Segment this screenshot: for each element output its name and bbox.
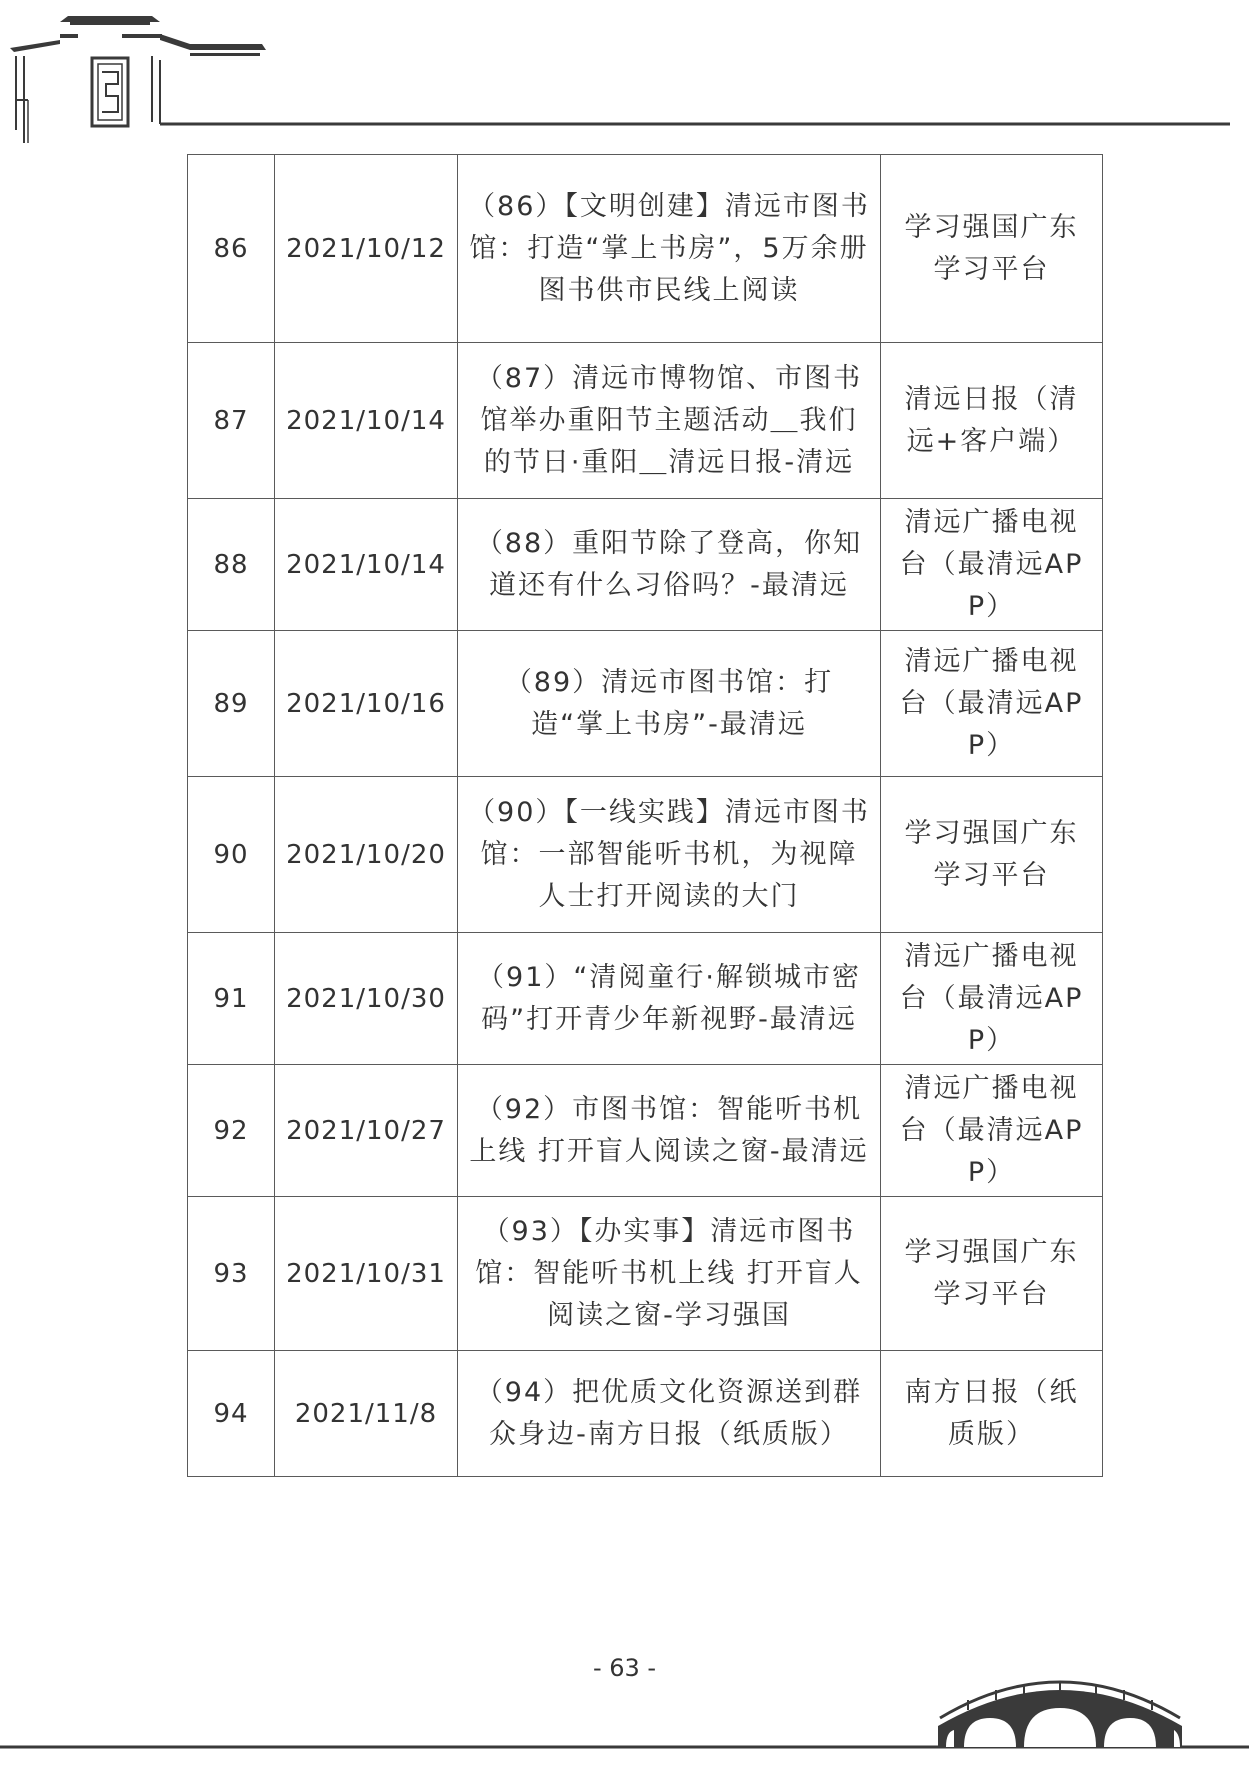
row-date: 2021/10/30 <box>275 933 458 1065</box>
table-row <box>188 1351 1103 1477</box>
row-date: 2021/10/14 <box>275 343 458 499</box>
row-title: （86）【文明创建】清远市图书馆：打造“掌上书房”，5万余册图书供市民线上阅读 <box>458 155 881 343</box>
row-source: 南方日报（纸质版） <box>881 1351 1103 1477</box>
row-title: （90）【一线实践】清远市图书馆：一部智能听书机，为视障人士打开阅读的大门 <box>458 777 881 933</box>
row-number: 86 <box>188 155 275 343</box>
row-number: 90 <box>188 777 275 933</box>
page-number: - 63 - <box>592 1654 657 1682</box>
row-number: 87 <box>188 343 275 499</box>
table-row <box>188 1197 1103 1351</box>
row-source: 清远广播电视台（最清远APP） <box>881 1065 1103 1197</box>
row-title: （92）市图书馆：智能听书机上线 打开盲人阅读之窗-最清远 <box>458 1065 881 1197</box>
row-source: 清远日报（清远+客户端） <box>881 343 1103 499</box>
row-source: 清远广播电视台（最清远APP） <box>881 933 1103 1065</box>
table-row <box>188 499 1103 631</box>
table-row <box>188 631 1103 777</box>
row-number: 93 <box>188 1197 275 1351</box>
row-title: （88）重阳节除了登高，你知道还有什么习俗吗？-最清远 <box>458 499 881 631</box>
row-date: 2021/10/31 <box>275 1197 458 1351</box>
row-source: 学习强国广东学习平台 <box>881 155 1103 343</box>
table-row <box>188 155 1103 343</box>
table-row <box>188 933 1103 1065</box>
row-number: 94 <box>188 1351 275 1477</box>
row-title: （93）【办实事】清远市图书馆：智能听书机上线 打开盲人阅读之窗-学习强国 <box>458 1197 881 1351</box>
row-source: 清远广播电视台（最清远APP） <box>881 631 1103 777</box>
header-eave-decoration <box>0 0 1249 160</box>
row-date: 2021/10/12 <box>275 155 458 343</box>
row-number: 92 <box>188 1065 275 1197</box>
row-title: （94）把优质文化资源送到群众身边-南方日报（纸质版） <box>458 1351 881 1477</box>
table-row <box>188 343 1103 499</box>
records-table <box>187 154 1103 1477</box>
row-source: 学习强国广东学习平台 <box>881 1197 1103 1351</box>
row-date: 2021/10/14 <box>275 499 458 631</box>
table-row <box>188 1065 1103 1197</box>
row-date: 2021/11/8 <box>275 1351 458 1477</box>
row-date: 2021/10/16 <box>275 631 458 777</box>
row-date: 2021/10/27 <box>275 1065 458 1197</box>
row-number: 89 <box>188 631 275 777</box>
row-source: 清远广播电视台（最清远APP） <box>881 499 1103 631</box>
row-number: 91 <box>188 933 275 1065</box>
row-title: （91）“清阅童行·解锁城市密码”打开青少年新视野-最清远 <box>458 933 881 1065</box>
row-title: （89）清远市图书馆：打造“掌上书房”-最清远 <box>458 631 881 777</box>
row-source: 学习强国广东学习平台 <box>881 777 1103 933</box>
row-number: 88 <box>188 499 275 631</box>
table-row <box>188 777 1103 933</box>
row-date: 2021/10/20 <box>275 777 458 933</box>
row-title: （87）清远市博物馆、市图书馆举办重阳节主题活动＿我们的节日·重阳＿清远日报-清远 <box>458 343 881 499</box>
